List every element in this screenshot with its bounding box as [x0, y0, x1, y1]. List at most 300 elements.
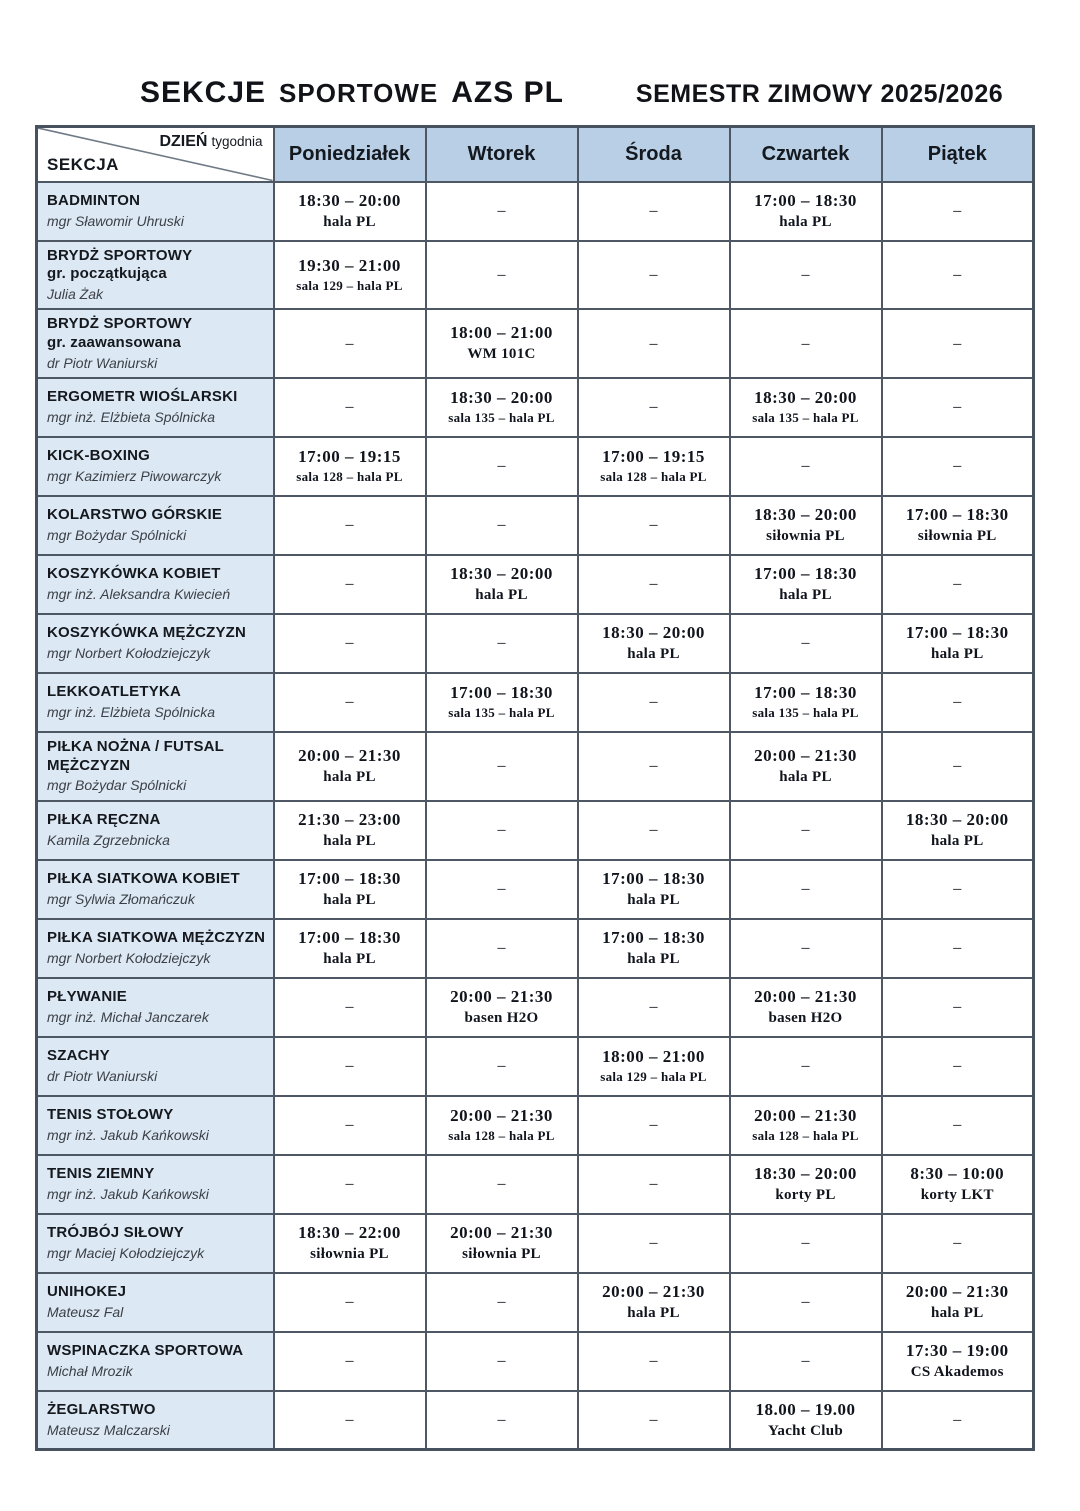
- table-row: [37, 673, 1034, 732]
- session-place: hala PL: [323, 768, 376, 785]
- empty-dash: –: [953, 265, 962, 283]
- corner-cell: [37, 127, 274, 182]
- session-cell: [730, 732, 882, 801]
- empty-dash: –: [649, 998, 658, 1016]
- section-name: gr. zaawansowana: [47, 333, 182, 351]
- empty-cell: [578, 309, 730, 378]
- corner-day-label: [159, 133, 262, 151]
- session-cell: [578, 860, 730, 919]
- section-name: gr. początkująca: [47, 265, 167, 283]
- session-cell: [426, 978, 578, 1037]
- session-cell: [882, 1273, 1034, 1332]
- section-cell: [37, 1155, 274, 1214]
- coach-name: mgr inż. Michał Janczarek: [47, 1008, 209, 1025]
- day-header-4: Piątek: [882, 127, 1034, 182]
- session-time: 20:00 – 21:30: [754, 1106, 857, 1126]
- section-name: BRYDŻ SPORTOWY: [47, 315, 193, 333]
- empty-cell: [730, 309, 882, 378]
- empty-cell: [882, 182, 1034, 241]
- session-cell: [730, 182, 882, 241]
- session-time: 18:30 – 20:00: [754, 388, 857, 408]
- session-cell: [730, 1096, 882, 1155]
- coach-name: dr Piotr Waniurski: [47, 1067, 158, 1084]
- section-name: WSPINACZKA SPORTOWA: [47, 1342, 244, 1360]
- coach-name: mgr Sławomir Uhruski: [47, 212, 184, 229]
- empty-cell: [274, 673, 426, 732]
- day-header-1: Wtorek: [426, 127, 578, 182]
- session-cell: [274, 860, 426, 919]
- session-time: 17:00 – 19:15: [602, 447, 705, 467]
- table-row: [37, 1155, 1034, 1214]
- section-cell: [37, 978, 274, 1037]
- coach-name: Mateusz Malczarski: [47, 1421, 170, 1438]
- session-time: 20:00 – 21:30: [905, 1281, 1009, 1301]
- empty-cell: [274, 1332, 426, 1391]
- session-place: sala 135 – hala PL: [752, 410, 859, 426]
- section-cell: [37, 437, 274, 496]
- session-place: sala 129 – hala PL: [600, 1069, 707, 1085]
- empty-cell: [882, 1096, 1034, 1155]
- day-header-0: Poniedziałek: [274, 127, 426, 182]
- session-place: basen H2O: [464, 1009, 539, 1026]
- empty-cell: [426, 1273, 578, 1332]
- empty-dash: –: [345, 998, 354, 1016]
- session-cell: [274, 437, 426, 496]
- empty-cell: [426, 919, 578, 978]
- empty-cell: [274, 1273, 426, 1332]
- session-cell: [730, 496, 882, 555]
- empty-dash: –: [345, 398, 354, 416]
- empty-cell: [578, 1332, 730, 1391]
- empty-dash: –: [801, 880, 810, 898]
- coach-name: dr Piotr Waniurski: [47, 354, 158, 371]
- section-cell: [37, 673, 274, 732]
- title-word-azs-pl: AZS PL: [451, 76, 564, 109]
- section-name: KICK-BOXING: [47, 447, 151, 465]
- section-cell: [37, 182, 274, 241]
- empty-dash: –: [497, 202, 506, 219]
- coach-name: mgr Norbert Kołodziejczyk: [47, 949, 211, 966]
- session-place: hala PL: [930, 832, 984, 849]
- empty-dash: –: [345, 1352, 354, 1370]
- session-place: sala 128 – hala PL: [752, 1128, 859, 1144]
- empty-cell: [426, 241, 578, 310]
- coach-name: mgr inż. Elżbieta Spólnicka: [47, 704, 216, 721]
- session-time: 20:00 – 21:30: [450, 1222, 553, 1242]
- empty-dash: –: [497, 1057, 506, 1075]
- session-time: 17:00 – 18:30: [298, 868, 401, 888]
- section-cell: [37, 860, 274, 919]
- section-name: ERGOMETR WIOŚLARSKI: [47, 388, 238, 406]
- empty-cell: [578, 1096, 730, 1155]
- empty-dash: –: [953, 880, 962, 898]
- coach-name: mgr inż. Elżbieta Spólnicka: [47, 409, 216, 426]
- empty-cell: [882, 732, 1034, 801]
- empty-dash: –: [801, 939, 810, 957]
- session-place: hala PL: [779, 587, 832, 604]
- empty-dash: –: [649, 693, 658, 711]
- session-time: 18:30 – 20:00: [602, 623, 705, 643]
- empty-cell: [578, 732, 730, 801]
- empty-cell: [274, 378, 426, 437]
- page-title: [140, 76, 564, 110]
- session-cell: [426, 1096, 578, 1155]
- empty-dash: –: [497, 1352, 506, 1370]
- coach-name: Mateusz Fal: [47, 1303, 124, 1320]
- session-time: 17:00 – 18:30: [754, 564, 857, 584]
- session-time: 20:00 – 21:30: [450, 986, 553, 1006]
- session-place: hala PL: [323, 213, 376, 230]
- session-cell: [730, 378, 882, 437]
- session-time: 17:00 – 18:30: [602, 927, 705, 947]
- empty-cell: [882, 1391, 1034, 1450]
- session-place: hala PL: [627, 646, 680, 663]
- session-time: 17:00 – 18:30: [450, 683, 553, 703]
- empty-cell: [426, 801, 578, 860]
- table-row: [37, 614, 1034, 673]
- section-name: ŻEGLARSTWO: [47, 1400, 156, 1418]
- section-cell: [37, 309, 274, 378]
- empty-cell: [426, 1332, 578, 1391]
- empty-dash: –: [345, 575, 354, 593]
- empty-dash: –: [953, 693, 962, 711]
- section-name: TENIS STOŁOWY: [47, 1106, 174, 1124]
- session-place: hala PL: [627, 891, 680, 908]
- header-row: [37, 127, 1034, 182]
- session-time: 18:30 – 20:00: [450, 388, 553, 408]
- empty-dash: –: [649, 1352, 658, 1370]
- empty-cell: [730, 860, 882, 919]
- session-time: 19:30 – 21:00: [298, 255, 401, 275]
- session-cell: [578, 919, 730, 978]
- empty-dash: –: [345, 1410, 354, 1428]
- empty-dash: –: [497, 1175, 506, 1193]
- session-cell: [426, 1214, 578, 1273]
- empty-cell: [730, 437, 882, 496]
- session-place: WM 101C: [467, 346, 536, 363]
- empty-dash: –: [801, 1234, 810, 1252]
- session-place: sala 128 – hala PL: [600, 469, 707, 485]
- empty-dash: –: [345, 1175, 354, 1193]
- empty-cell: [882, 1214, 1034, 1273]
- coach-name: mgr Sylwia Złomańczuk: [47, 890, 195, 907]
- day-header-2: Środa: [578, 127, 730, 182]
- day-header-3: Czwartek: [730, 127, 882, 182]
- empty-cell: [426, 437, 578, 496]
- section-cell: [37, 801, 274, 860]
- empty-cell: [578, 978, 730, 1037]
- empty-dash: –: [953, 998, 962, 1016]
- session-time: 20:00 – 21:30: [450, 1106, 553, 1126]
- empty-dash: –: [801, 265, 810, 283]
- session-cell: [274, 919, 426, 978]
- session-time: 18:00 – 21:00: [450, 323, 553, 343]
- page-header: [140, 76, 1040, 110]
- session-place: siłownia PL: [310, 1245, 389, 1262]
- corner-section-label: SEKCJA: [47, 154, 119, 174]
- empty-cell: [578, 496, 730, 555]
- empty-cell: [274, 614, 426, 673]
- session-cell: [882, 1332, 1034, 1391]
- coach-name: mgr inż. Jakub Kańkowski: [47, 1185, 209, 1202]
- empty-dash: –: [497, 939, 506, 957]
- session-cell: [578, 614, 730, 673]
- table-row: [37, 1214, 1034, 1273]
- section-cell: [37, 1037, 274, 1096]
- session-cell: [426, 309, 578, 378]
- empty-cell: [730, 1037, 882, 1096]
- empty-dash: –: [497, 457, 506, 475]
- empty-cell: [578, 378, 730, 437]
- empty-dash: –: [345, 1293, 354, 1311]
- session-cell: [426, 555, 578, 614]
- session-time: 18:30 – 20:00: [754, 505, 857, 525]
- section-name: BADMINTON: [47, 192, 141, 210]
- session-cell: [578, 1037, 730, 1096]
- empty-dash: –: [953, 202, 962, 219]
- empty-cell: [426, 860, 578, 919]
- empty-dash: –: [345, 693, 354, 711]
- coach-name: Julia Żak: [47, 286, 104, 302]
- empty-dash: –: [953, 1057, 962, 1075]
- section-name: LEKKOATLETYKA: [47, 683, 181, 701]
- session-cell: [274, 1214, 426, 1273]
- session-place: hala PL: [779, 768, 832, 785]
- corner-day-sub: tygodnia: [211, 134, 263, 149]
- empty-dash: –: [497, 516, 506, 534]
- session-cell: [274, 182, 426, 241]
- session-place: siłownia PL: [462, 1245, 541, 1262]
- table-row: [37, 555, 1034, 614]
- session-place: basen H2O: [768, 1009, 843, 1026]
- empty-dash: –: [801, 634, 810, 652]
- empty-cell: [882, 673, 1034, 732]
- table-row: [37, 1332, 1034, 1391]
- empty-cell: [426, 732, 578, 801]
- session-cell: [882, 614, 1034, 673]
- section-cell: [37, 496, 274, 555]
- section-name: KOLARSTWO GÓRSKIE: [47, 506, 223, 524]
- empty-cell: [882, 437, 1034, 496]
- empty-cell: [578, 241, 730, 310]
- section-cell: [37, 614, 274, 673]
- coach-name: mgr inż. Aleksandra Kwiecień: [47, 586, 231, 603]
- empty-cell: [730, 1273, 882, 1332]
- coach-name: mgr Bożydar Spólnicki: [47, 527, 187, 544]
- section-name: TENIS ZIEMNY: [47, 1165, 155, 1183]
- coach-name: mgr Bożydar Spólnicki: [47, 777, 187, 794]
- empty-dash: –: [649, 202, 658, 219]
- session-time: 17:00 – 19:15: [298, 447, 401, 467]
- section-cell: [37, 378, 274, 437]
- session-place: sala 128 – hala PL: [296, 469, 403, 485]
- empty-cell: [426, 496, 578, 555]
- schedule-table: [35, 125, 1035, 1451]
- empty-cell: [274, 309, 426, 378]
- empty-dash: –: [497, 265, 506, 283]
- section-name: KOSZYKÓWKA MĘŻCZYZN: [47, 624, 247, 642]
- empty-dash: –: [497, 1410, 506, 1428]
- empty-dash: –: [497, 757, 506, 775]
- session-place: hala PL: [930, 1304, 984, 1321]
- table-row: [37, 241, 1034, 310]
- empty-cell: [426, 1391, 578, 1450]
- empty-dash: –: [953, 575, 962, 593]
- session-cell: [730, 1155, 882, 1214]
- empty-dash: –: [649, 265, 658, 283]
- schedule-sheet: [35, 125, 1035, 1451]
- session-time: 8:30 – 10:00: [910, 1163, 1005, 1183]
- session-place: hala PL: [323, 950, 376, 967]
- session-place: sala 129 – hala PL: [296, 277, 403, 293]
- empty-dash: –: [649, 398, 658, 416]
- section-cell: [37, 732, 274, 801]
- session-cell: [730, 555, 882, 614]
- session-place: siłownia PL: [766, 528, 845, 545]
- session-time: 18:30 – 20:00: [905, 809, 1009, 829]
- session-time: 18:30 – 20:00: [754, 1163, 857, 1183]
- title-word-sportowe: SPORTOWE: [279, 78, 439, 108]
- empty-cell: [578, 1155, 730, 1214]
- section-cell: [37, 555, 274, 614]
- empty-cell: [730, 919, 882, 978]
- section-cell: [37, 1273, 274, 1332]
- empty-cell: [730, 614, 882, 673]
- empty-cell: [274, 1155, 426, 1214]
- coach-name: mgr Maciej Kołodziejczyk: [47, 1244, 205, 1261]
- coach-name: mgr Kazimierz Piwowarczyk: [47, 468, 222, 485]
- empty-dash: –: [345, 1057, 354, 1075]
- empty-cell: [730, 1214, 882, 1273]
- empty-cell: [274, 1096, 426, 1155]
- empty-cell: [426, 1037, 578, 1096]
- empty-cell: [274, 978, 426, 1037]
- empty-dash: –: [953, 457, 962, 475]
- section-cell: [37, 1391, 274, 1450]
- empty-cell: [578, 1214, 730, 1273]
- empty-cell: [274, 1391, 426, 1450]
- empty-cell: [426, 1155, 578, 1214]
- empty-dash: –: [953, 334, 962, 352]
- empty-dash: –: [801, 821, 810, 839]
- session-cell: [578, 1273, 730, 1332]
- table-row: [37, 1391, 1034, 1450]
- coach-name: mgr Norbert Kołodziejczyk: [47, 645, 211, 662]
- table-row: [37, 378, 1034, 437]
- table-row: [37, 182, 1034, 241]
- section-cell: [37, 919, 274, 978]
- table-row: [37, 437, 1034, 496]
- empty-dash: –: [649, 1175, 658, 1193]
- table-row: [37, 496, 1034, 555]
- empty-dash: –: [953, 1234, 962, 1252]
- session-place: hala PL: [475, 587, 528, 604]
- empty-cell: [578, 673, 730, 732]
- table-row: [37, 860, 1034, 919]
- coach-name: Michał Mrozik: [47, 1362, 133, 1379]
- section-cell: [37, 1332, 274, 1391]
- empty-cell: [882, 309, 1034, 378]
- session-cell: [882, 801, 1034, 860]
- empty-dash: –: [649, 1116, 658, 1134]
- empty-cell: [578, 801, 730, 860]
- empty-cell: [730, 241, 882, 310]
- section-cell: [37, 1096, 274, 1155]
- empty-dash: –: [497, 634, 506, 652]
- session-time: 21:30 – 23:00: [298, 809, 401, 829]
- empty-dash: –: [649, 757, 658, 775]
- empty-dash: –: [497, 880, 506, 898]
- coach-name: Kamila Zgrzebnicka: [47, 831, 170, 848]
- session-time: 20:00 – 21:30: [298, 746, 401, 765]
- semester-title: SEMESTR ZIMOWY 2025/2026: [635, 80, 1004, 108]
- session-place: korty PL: [775, 1186, 836, 1203]
- session-time: 17:00 – 18:30: [602, 868, 705, 888]
- table-row: [37, 1037, 1034, 1096]
- session-place: hala PL: [323, 832, 376, 849]
- empty-dash: –: [649, 516, 658, 534]
- section-name: PIŁKA SIATKOWA KOBIET: [47, 870, 240, 888]
- session-place: CS Akademos: [910, 1363, 1004, 1380]
- session-time: 18:30 – 20:00: [298, 190, 401, 210]
- session-place: korty LKT: [920, 1186, 994, 1203]
- session-cell: [730, 1391, 882, 1450]
- session-cell: [882, 496, 1034, 555]
- empty-dash: –: [649, 575, 658, 593]
- section-name: TRÓJBÓJ SIŁOWY: [47, 1224, 184, 1242]
- empty-dash: –: [953, 1116, 962, 1134]
- session-time: 17:30 – 19:00: [905, 1340, 1009, 1360]
- empty-cell: [882, 978, 1034, 1037]
- empty-dash: –: [345, 334, 354, 352]
- empty-cell: [882, 919, 1034, 978]
- section-name: UNIHOKEJ: [47, 1283, 127, 1301]
- session-cell: [578, 437, 730, 496]
- session-cell: [882, 1155, 1034, 1214]
- section-name: BRYDŻ SPORTOWY: [47, 246, 193, 264]
- session-cell: [730, 673, 882, 732]
- corner-day-word: DZIEŃ: [159, 133, 208, 150]
- session-time: 18.00 – 19.00: [755, 1399, 856, 1419]
- section-name: KOSZYKÓWKA KOBIET: [47, 565, 221, 583]
- table-row: [37, 309, 1034, 378]
- empty-dash: –: [953, 939, 962, 957]
- empty-dash: –: [953, 398, 962, 416]
- session-cell: [274, 241, 426, 310]
- session-place: hala PL: [627, 950, 680, 967]
- section-name: PIŁKA RĘCZNA: [47, 811, 161, 829]
- session-time: 17:00 – 18:30: [298, 927, 401, 947]
- empty-cell: [578, 555, 730, 614]
- empty-dash: –: [345, 634, 354, 652]
- section-name: PIŁKA NOŻNA / FUTSAL: [47, 737, 225, 755]
- empty-cell: [882, 555, 1034, 614]
- table-row: [37, 919, 1034, 978]
- empty-dash: –: [801, 1057, 810, 1075]
- session-place: hala PL: [627, 1304, 680, 1321]
- empty-dash: –: [801, 1352, 810, 1370]
- table-row: [37, 978, 1034, 1037]
- empty-cell: [426, 614, 578, 673]
- empty-cell: [426, 182, 578, 241]
- table-row: [37, 732, 1034, 801]
- session-time: 20:00 – 21:30: [754, 746, 857, 765]
- session-place: hala PL: [779, 213, 832, 230]
- session-time: 18:00 – 21:00: [602, 1047, 705, 1067]
- coach-name: mgr inż. Jakub Kańkowski: [47, 1126, 209, 1143]
- empty-dash: –: [649, 1234, 658, 1252]
- session-place: hala PL: [323, 891, 376, 908]
